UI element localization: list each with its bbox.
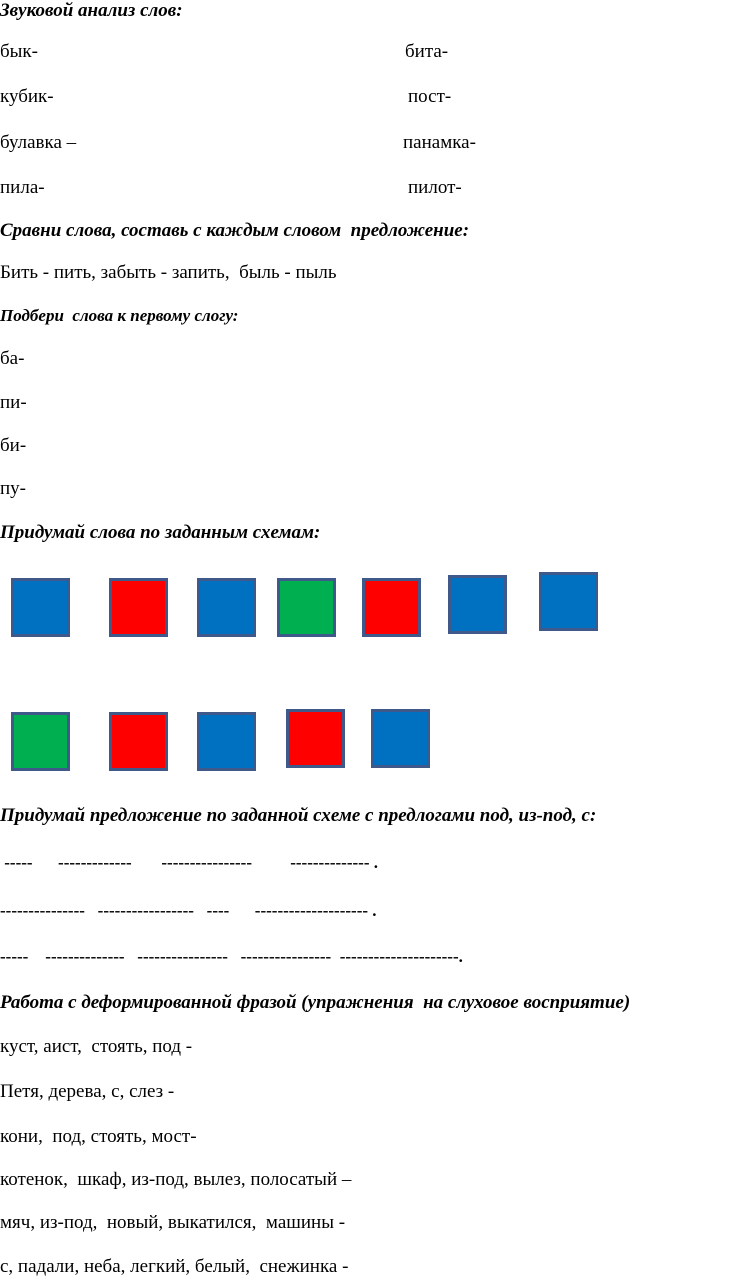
word-right-1: бита- — [405, 41, 449, 62]
scheme-square-blue — [371, 709, 430, 768]
scheme-square-green — [11, 712, 70, 771]
scheme-square-red — [286, 709, 345, 768]
sentence-scheme-1: ----- ------------- ---------------- -------------- . — [0, 853, 378, 872]
word-right-3: панамка- — [403, 132, 476, 153]
deformed-phrase-2: Петя, дерева, с, слез - — [0, 1081, 175, 1102]
deformed-phrase-5: мяч, из-под, новый, выкатился, машины - — [0, 1212, 346, 1233]
word-left-1: бык- — [0, 41, 38, 62]
scheme-square-blue — [539, 572, 598, 631]
scheme-square-green — [277, 578, 336, 637]
sentence-scheme-3: ----- -------------- ---------------- ---------------- ---------------------. — [0, 947, 463, 966]
word-right-4: пилот- — [408, 177, 462, 198]
compare-words-line: Бить - пить, забыть - запить, быль - пыль — [0, 262, 337, 283]
scheme-square-red — [362, 578, 421, 637]
heading-deformed-phrase: Работа с деформированной фразой (упражнения на слуховое восприятие) — [0, 992, 631, 1013]
scheme-square-red — [109, 712, 168, 771]
deformed-phrase-4: котенок, шкаф, из-под, вылез, полосатый – — [0, 1169, 352, 1190]
syllable-item-2: пи- — [0, 392, 27, 413]
scheme-square-red — [109, 578, 168, 637]
syllable-item-4: пу- — [0, 478, 26, 499]
scheme-square-blue — [11, 578, 70, 637]
word-left-3: булавка – — [0, 132, 77, 153]
scheme-square-blue — [197, 712, 256, 771]
scheme-square-blue — [448, 575, 507, 634]
syllable-item-1: ба- — [0, 348, 25, 369]
syllable-item-3: би- — [0, 435, 27, 456]
heading-word-schemes: Придумай слова по заданным схемам: — [0, 522, 321, 543]
heading-sound-analysis: Звуковой анализ слов: — [0, 0, 183, 21]
word-left-2: кубик- — [0, 86, 54, 107]
sentence-scheme-2: --------------- ----------------- ---- -------------------- . — [0, 901, 377, 920]
deformed-phrase-1: куст, аист, стоять, под - — [0, 1036, 193, 1057]
heading-sentence-scheme: Придумай предложение по заданной схеме с предлогами под, из-под, с: — [0, 805, 597, 826]
heading-compare-words: Сравни слова, составь с каждым словом предложение: — [0, 220, 470, 241]
scheme-square-blue — [197, 578, 256, 637]
word-right-2: пост- — [408, 86, 452, 107]
heading-first-syllable: Подбери слова к первому слогу: — [0, 306, 239, 325]
deformed-phrase-6: с, падали, неба, легкий, белый, снежинка - — [0, 1256, 349, 1277]
deformed-phrase-3: кони, под, стоять, мост- — [0, 1126, 197, 1147]
word-left-4: пила- — [0, 177, 45, 198]
